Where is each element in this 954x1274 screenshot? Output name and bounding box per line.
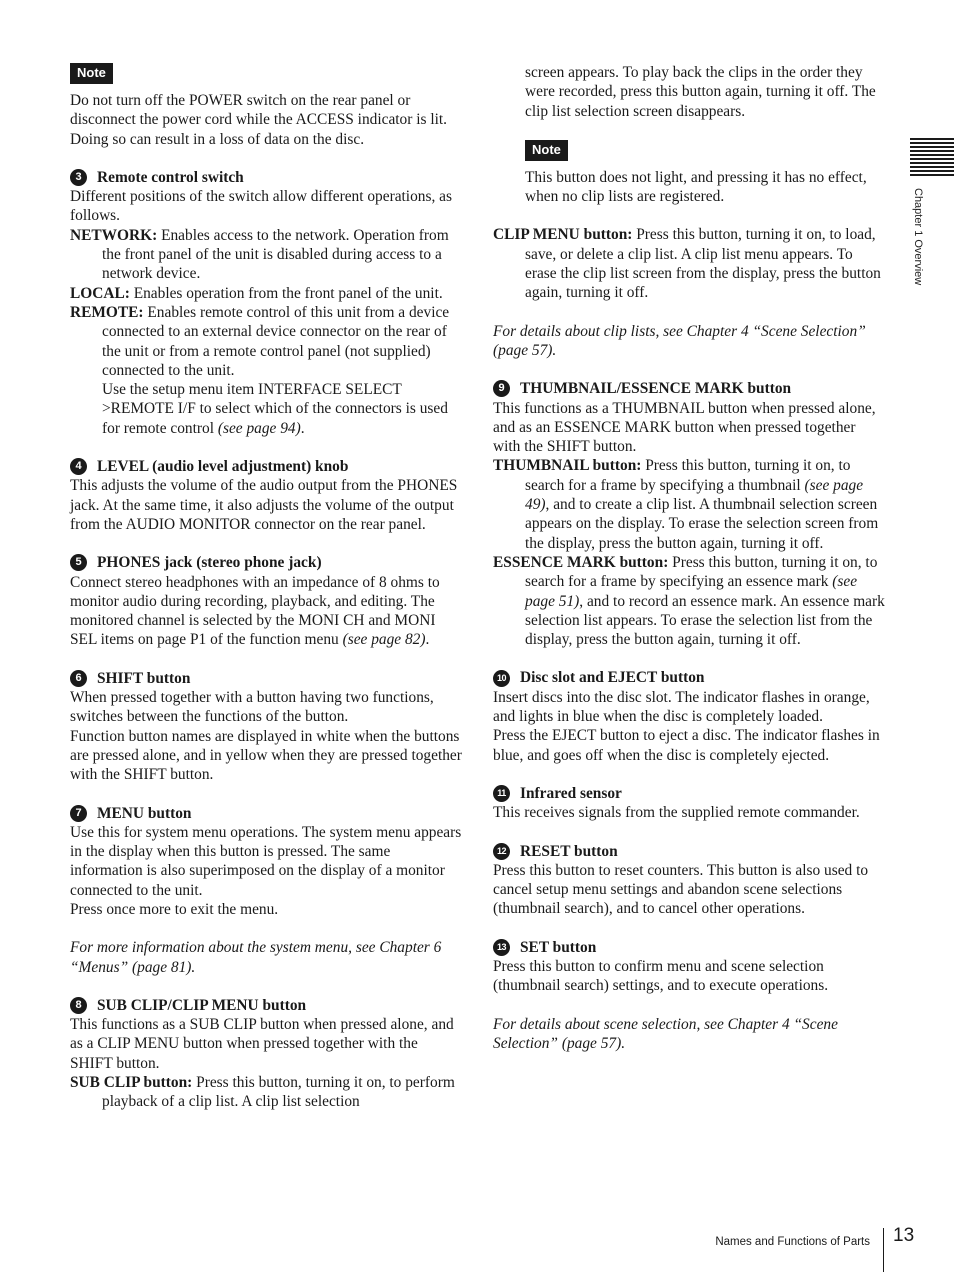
page-reference: (see page 94) (217, 419, 301, 437)
circled-number: 6 (70, 670, 87, 687)
section-heading-reset-button (493, 842, 885, 861)
term-text: Press this button, turning it on, to search for a frame by specifying an essence mark (525, 553, 878, 591)
phones-text-end: . (425, 631, 430, 649)
cross-reference: For details about clip lists, see Chapter 4 “Scene Selection” (page 57). (493, 322, 866, 359)
circled-number: 8 (70, 997, 87, 1014)
section-title: MENU button (97, 804, 192, 822)
footer-section-title: Names and Functions of Parts (715, 1236, 870, 1248)
cross-reference: For details about scene selection, see Chapter 4 “Scene Selection” (page 57). (493, 1015, 838, 1052)
section-heading-thumbnail-button (493, 379, 885, 398)
section-heading-disc-slot (493, 668, 885, 687)
section-text (70, 573, 462, 650)
term-text: Press this button, turning it on, to search for a frame by specifying a thumbnail (525, 457, 851, 494)
term-text: Enables access to the network. Operation from the front panel of the unit is disabled during access to a network device. (102, 226, 449, 283)
chapter-tab-marker (910, 138, 954, 178)
section-heading-shift-button (70, 669, 462, 688)
section-text: Press this button to confirm menu and scene selection (thumbnail search) settings, and to execute operations. (493, 957, 829, 995)
circled-number: 4 (70, 458, 87, 475)
section-title: LEVEL (audio level adjustment) knob (97, 458, 349, 476)
definition-sub-clip (70, 1073, 462, 1112)
term-text: Enables remote control of this unit from a device connected to an external device connector on the rear of the unit or from a remote control panel (not supplied) connected to the unit. (102, 303, 450, 379)
page-reference: (see page 82) (342, 631, 426, 649)
section-heading-sub-clip-button (70, 996, 462, 1015)
cross-reference: For more information about the system menu, see Chapter 6 “Menus” (page 81). (70, 939, 442, 976)
definition-essence-mark (493, 553, 885, 649)
right-column (493, 63, 885, 1053)
section-title: Remote control switch (97, 168, 244, 186)
circled-number: 13 (493, 939, 510, 956)
term-text: Enables operation from the front panel of the unit. (129, 284, 443, 302)
remote-extra: Use the setup menu item INTERFACE SELECT >REMOTE I/F to select which of the connectors is used for remote control (102, 381, 448, 437)
section-heading-phones-jack (70, 553, 462, 572)
note-block (493, 140, 885, 207)
term-label: ESSENCE MARK button: (493, 553, 669, 571)
section-title: THUMBNAIL/ESSENCE MARK button (520, 380, 792, 398)
section-heading-remote-control-switch (70, 168, 462, 187)
remote-extra-text (70, 380, 462, 438)
circled-number: 3 (70, 169, 87, 186)
definition-thumbnail (493, 456, 885, 552)
term-label: CLIP MENU button: (493, 226, 633, 244)
page-number: 13 (893, 1225, 915, 1246)
section-heading-level-knob (70, 457, 462, 476)
section-title: Disc slot and EJECT button (520, 669, 705, 687)
term-label: SUB CLIP button: (70, 1074, 193, 1092)
section-title: SHIFT button (97, 669, 191, 687)
phones-text: Connect stereo headphones with an impedance of 8 ohms to monitor audio during recording, playback, and editing. The monitored channel is selected by the MONI CH and MONI SEL items on page P1 of the function menu (70, 573, 440, 649)
definition-local (70, 284, 462, 303)
definition-remote (70, 303, 462, 380)
section-title: SET button (520, 938, 597, 956)
section-text: This functions as a THUMBNAIL button when pressed alone, and as an ESSENCE MARK button when pressed together with the SHIFT button. (493, 399, 876, 456)
section-text: Press the EJECT button to eject a disc. The indicator flashes in blue, and goes off when the disc is completely ejected. (493, 727, 880, 764)
section-intro: Different positions of the switch allow different operations, as follows. (70, 188, 452, 225)
note-badge: Note (525, 140, 568, 161)
side-chapter-label: Chapter 1 Overview (912, 188, 924, 286)
section-text: Use this for system menu operations. The system menu appears in the display when this button is pressed. The same information is also superimposed on the display of a monitor connected to the unit. (70, 823, 462, 899)
section-text: This functions as a SUB CLIP button when pressed alone, and as a CLIP MENU button when pressed together with the SHIFT button. (70, 1016, 454, 1072)
note-text: Do not turn off the POWER switch on the rear panel or disconnect the power cord while the ACCESS indicator is lit. Doing so can result in a loss of data on the disc. (70, 92, 448, 148)
circled-number: 11 (493, 785, 510, 802)
term-label: REMOTE: (70, 303, 144, 321)
left-column (70, 63, 462, 1112)
section-title: PHONES jack (stereo phone jack) (97, 554, 322, 572)
definition-network (70, 226, 462, 284)
term-label: THUMBNAIL button: (493, 457, 642, 475)
section-text: This adjusts the volume of the audio output from the PHONES jack. At the same time, it also adjusts the volume of the output from the AUDIO MONITOR connector on the rear panel. (70, 477, 458, 533)
section-text: Press this button to reset counters. This button is also used to cancel setup menu settings and abandon scene selections (thumbnail search), and to cancel other operations. (493, 861, 869, 918)
circled-number: 7 (70, 805, 87, 822)
page-reference: (see page 49) (525, 476, 864, 514)
section-heading-infrared-sensor (493, 784, 885, 803)
term-label: LOCAL: (70, 284, 130, 302)
section-text: Function button names are displayed in white when the buttons are pressed alone, and in yellow when they are pressed together with the SHIFT button. (70, 727, 462, 784)
circled-number: 9 (493, 380, 510, 397)
continued-text: screen appears. To play back the clips in the order they were recorded, press this button again, turning it off. The clip list selection screen disappears. (525, 64, 876, 120)
section-title: SUB CLIP/CLIP MENU button (97, 996, 307, 1014)
section-heading-set-button (493, 938, 885, 957)
term-label: NETWORK: (70, 226, 158, 244)
section-title: Infrared sensor (520, 784, 622, 802)
definition-clip-menu (493, 225, 885, 302)
note-badge: Note (70, 63, 113, 84)
circled-number: 12 (493, 843, 510, 860)
page-reference: (see page 51) (525, 573, 858, 610)
section-text: Press once more to exit the menu. (70, 900, 279, 918)
section-title: RESET button (520, 842, 618, 860)
circled-number: 10 (493, 670, 510, 687)
term-text: , and to record an essence mark. An essence mark selection list appears. To erase the selection list from the display, press the button again, turning it off. (525, 592, 885, 649)
term-text: Press this button, turning it on, to load, save, or delete a clip list. A clip list menu appears. To erase the clip list screen from the display, press the button again, turning it off. (525, 226, 881, 302)
section-text: When pressed together with a button having two functions, switches between the functions of the button. (70, 689, 434, 726)
footer-divider (883, 1228, 884, 1272)
section-text: Insert discs into the disc slot. The indicator flashes in orange, and lights in blue when the disc is completely loaded. (493, 688, 870, 726)
note-text: This button does not light, and pressing it has no effect, when no clip lists are registered. (525, 168, 867, 206)
section-text: This receives signals from the supplied remote commander. (493, 804, 860, 822)
term-text: , and to create a clip list. A thumbnail selection screen appears on the display. To erase the selection screen from the display, press the button again, turning it off. (525, 496, 879, 552)
section-heading-menu-button (70, 804, 462, 823)
term-text: Press this button, turning it on, to perform playback of a clip list. A clip list selection (102, 1074, 455, 1111)
remote-extra-end: . (300, 419, 305, 437)
circled-number: 5 (70, 554, 87, 571)
